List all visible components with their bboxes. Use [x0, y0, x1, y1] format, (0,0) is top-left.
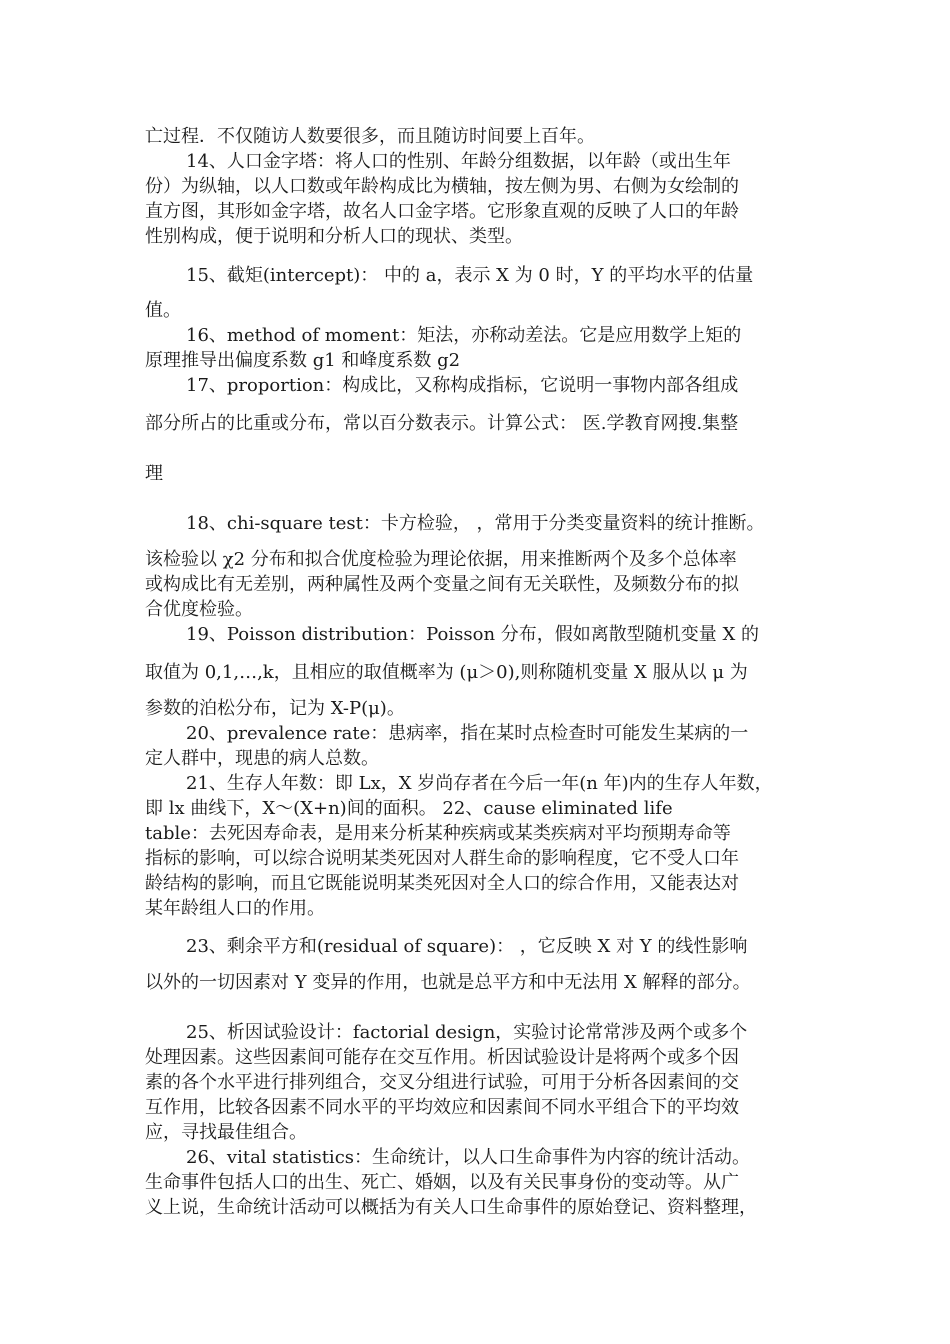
- text-line: 16、method of moment：矩法，亦称动差法。它是应用数学上矩的: [186, 325, 742, 346]
- text-line: 18、chi-square test：卡方检验， ，常用于分类变量资料的统计推断。: [186, 513, 765, 534]
- text-line: 生命事件包括人口的出生、死亡、婚姻，以及有关民事身份的变动等。从广: [145, 1172, 739, 1193]
- text-line: 应，寻找最佳组合。: [145, 1122, 307, 1143]
- text-line: 17、proportion：构成比，又称构成指标，它说明一事物内部各组成: [186, 375, 739, 396]
- text-line: 性别构成，便于说明和分析人口的现状、类型。: [145, 226, 523, 247]
- text-line: 或构成比有无差别，两种属性及两个变量之间有无关联性，及频数分布的拟: [145, 574, 739, 595]
- text-line: 值。: [145, 300, 181, 321]
- text-line: 该检验以 χ2 分布和拟合优度检验为理论依据，用来推断两个及多个总体率: [145, 549, 737, 570]
- text-line: 理: [145, 463, 163, 484]
- text-line: 21、生存人年数：即 Lx，X 岁尚存者在今后一年(n 年)内的生存人年数，: [186, 773, 773, 794]
- text-line: 合优度检验。: [145, 599, 253, 620]
- text-line: 直方图，其形如金字塔，故名人口金字塔。它形象直观的反映了人口的年龄: [145, 201, 739, 222]
- text-line: 处理因素。这些因素间可能存在交互作用。析因试验设计是将两个或多个因: [145, 1047, 739, 1068]
- text-line: 原理推导出偏度系数 g1 和峰度系数 g2: [145, 350, 461, 371]
- text-line: 义上说，生命统计活动可以概括为有关人口生命事件的原始登记、资料整理，: [145, 1197, 757, 1218]
- text-line: 定人群中，现患的病人总数。: [145, 748, 379, 769]
- text-line: 取值为 0,1,…,k，且相应的取值概率为 (μ＞0),则称随机变量 X 服从以 μ 为: [145, 662, 748, 683]
- text-line: 即 lx 曲线下，X～(X+n)间的面积。 22、cause eliminated life: [145, 798, 673, 819]
- text-line: 龄结构的影响，而且它既能说明某类死因对全人口的综合作用，又能表达对: [145, 873, 739, 894]
- text-line: 互作用，比较各因素不同水平的平均效应和因素间不同水平组合下的平均效: [145, 1097, 739, 1118]
- text-line: 23、剩余平方和(residual of square)： ，它反映 X 对 Y 的线性影响: [186, 936, 748, 957]
- text-line: 26、vital statistics：生命统计，以人口生命事件为内容的统计活动。: [186, 1147, 751, 1168]
- text-line: 以外的一切因素对 Y 变异的作用，也就是总平方和中无法用 X 解释的部分。: [145, 972, 751, 993]
- text-line: 份）为纵轴，以人口数或年龄构成比为横轴，按左侧为男、右侧为女绘制的: [145, 176, 739, 197]
- text-line: 参数的泊松分布，记为 X-P(μ)。: [145, 698, 405, 719]
- text-line: 25、析因试验设计：factorial design，实验讨论常常涉及两个或多个: [186, 1022, 748, 1043]
- text-line: 19、Poisson distribution：Poisson 分布，假如离散型随机变量 X 的: [186, 624, 760, 645]
- text-line: 部分所占的比重或分布，常以百分数表示。计算公式： 医.学教育网搜.集整: [145, 413, 739, 434]
- text-line: 指标的影响，可以综合说明某类死因对人群生命的影响程度，它不受人口年: [145, 848, 739, 869]
- text-line: 14、人口金字塔：将人口的性别、年龄分组数据，以年龄（或出生年: [186, 151, 731, 172]
- text-line: 某年龄组人口的作用。: [145, 898, 325, 919]
- text-line: 15、截矩(intercept)： 中的 a，表示 X 为 0 时，Y 的平均水平的估量: [186, 265, 754, 286]
- text-line: 素的各个水平进行排列组合，交叉分组进行试验，可用于分析各因素间的交: [145, 1072, 739, 1093]
- text-line: 亡过程．不仅随访人数要很多，而且随访时间要上百年。: [145, 126, 595, 147]
- text-line: table：去死因寿命表，是用来分析某种疾病或某类疾病对平均预期寿命等: [145, 823, 731, 844]
- text-line: 20、prevalence rate：患病率，指在某时点检查时可能发生某病的一: [186, 723, 749, 744]
